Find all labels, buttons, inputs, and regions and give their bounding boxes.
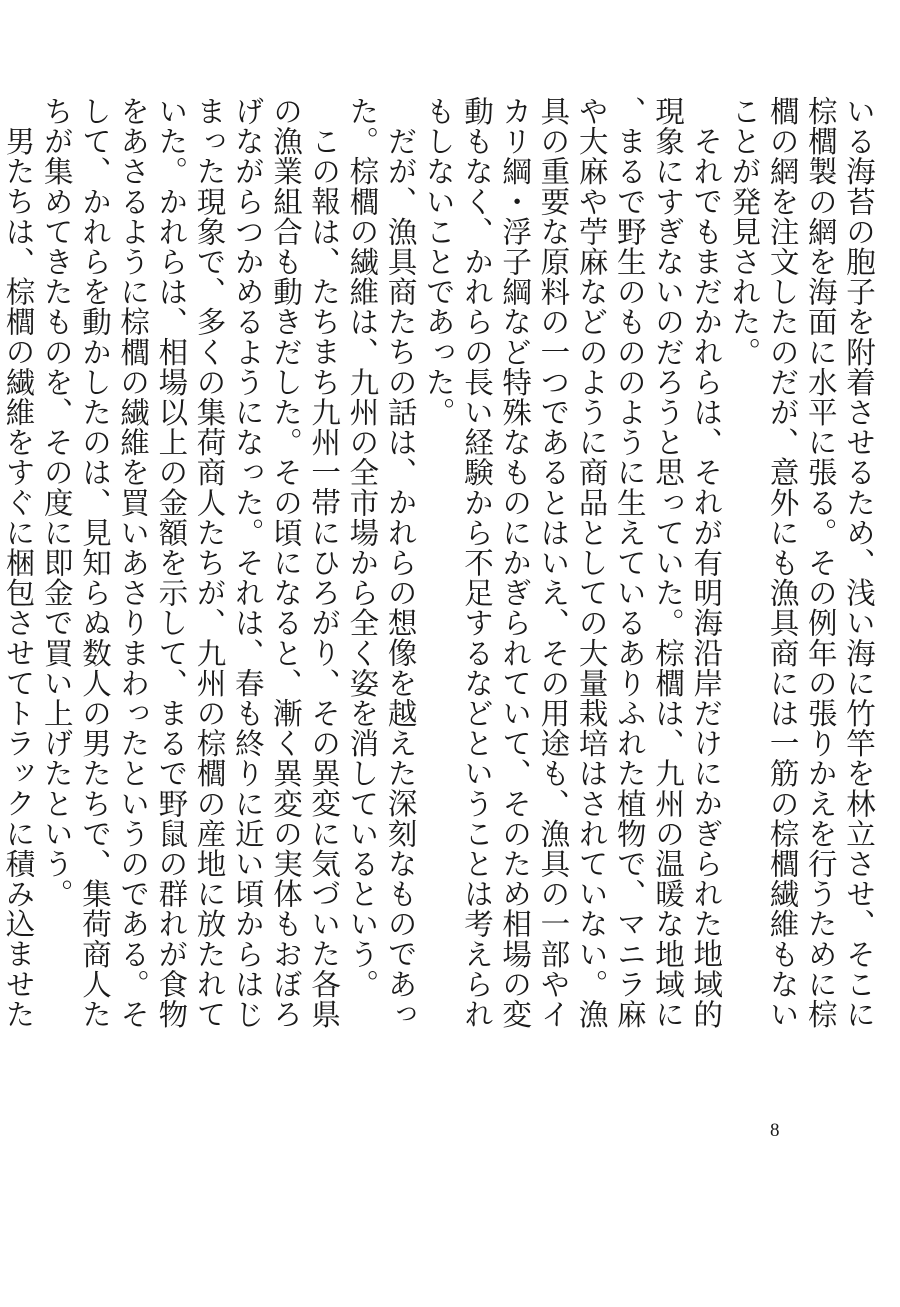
paragraph-1: いる海苔の胞子を附着させるため、浅い海に竹竿を林立させ、そこに棕櫚製の網を海面に水平に張る。その例年の張りかえを行うために棕櫚の網を注文したのだが、意外にも漁具商には一筋の棕櫚繊維もないことが発見された。 xyxy=(727,96,876,1030)
paragraph-4: この報は、たちまち九州一帯にひろがり、その異変に気づいた各県の漁業組合も動きだした。その頃になると、漸く異変の実体もおぼろげながらつかめるようになった。それは、春も終りに近い頃からはじまった現象で、多くの集荷商人たちが、九州の棕櫚の産地に放たれていた。かれらは、相場以上の金額を示して、まるで野鼠の群れが食物をあさるように棕櫚の繊維を買いあさりまわったというのである。そして、かれらを動かしたのは、見知らぬ数人の男たちで、集荷商人たちが集めてきたものを、その度に即金で買い上げたという。 xyxy=(39,96,342,1030)
vertical-text-body xyxy=(0,96,878,1056)
page-number: 8 xyxy=(770,1120,780,1141)
paragraph-3: だが、漁具商たちの話は、かれらの想像を越えた深刻なものであった。棕櫚の繊維は、九州の全市場から全く姿を消しているという。 xyxy=(345,96,418,1029)
paragraph-5: 男たちは、棕櫚の繊維をすぐに梱包させてトラックに積み込ませた xyxy=(1,125,36,1029)
paragraph-2: それでもまだかれらは、それが有明海沿岸だけにかぎられた地域的現象にすぎないのだろうと思っていた。棕櫚は、九州の温暖な地域に、まるで野生のもののように生えているありふれた植物で、マニラ麻や大麻や苧麻などのように商品としての大量栽培はされていない。漁具の重要な原料の一つであるとはいえ、その用途も、漁具の一部やイカリ綱・浮子綱など特殊なものにかぎられていて、そのため相場の変動もなく、かれらの長い経験から不足するなどということは考えられもしないことであった。 xyxy=(421,96,724,1030)
